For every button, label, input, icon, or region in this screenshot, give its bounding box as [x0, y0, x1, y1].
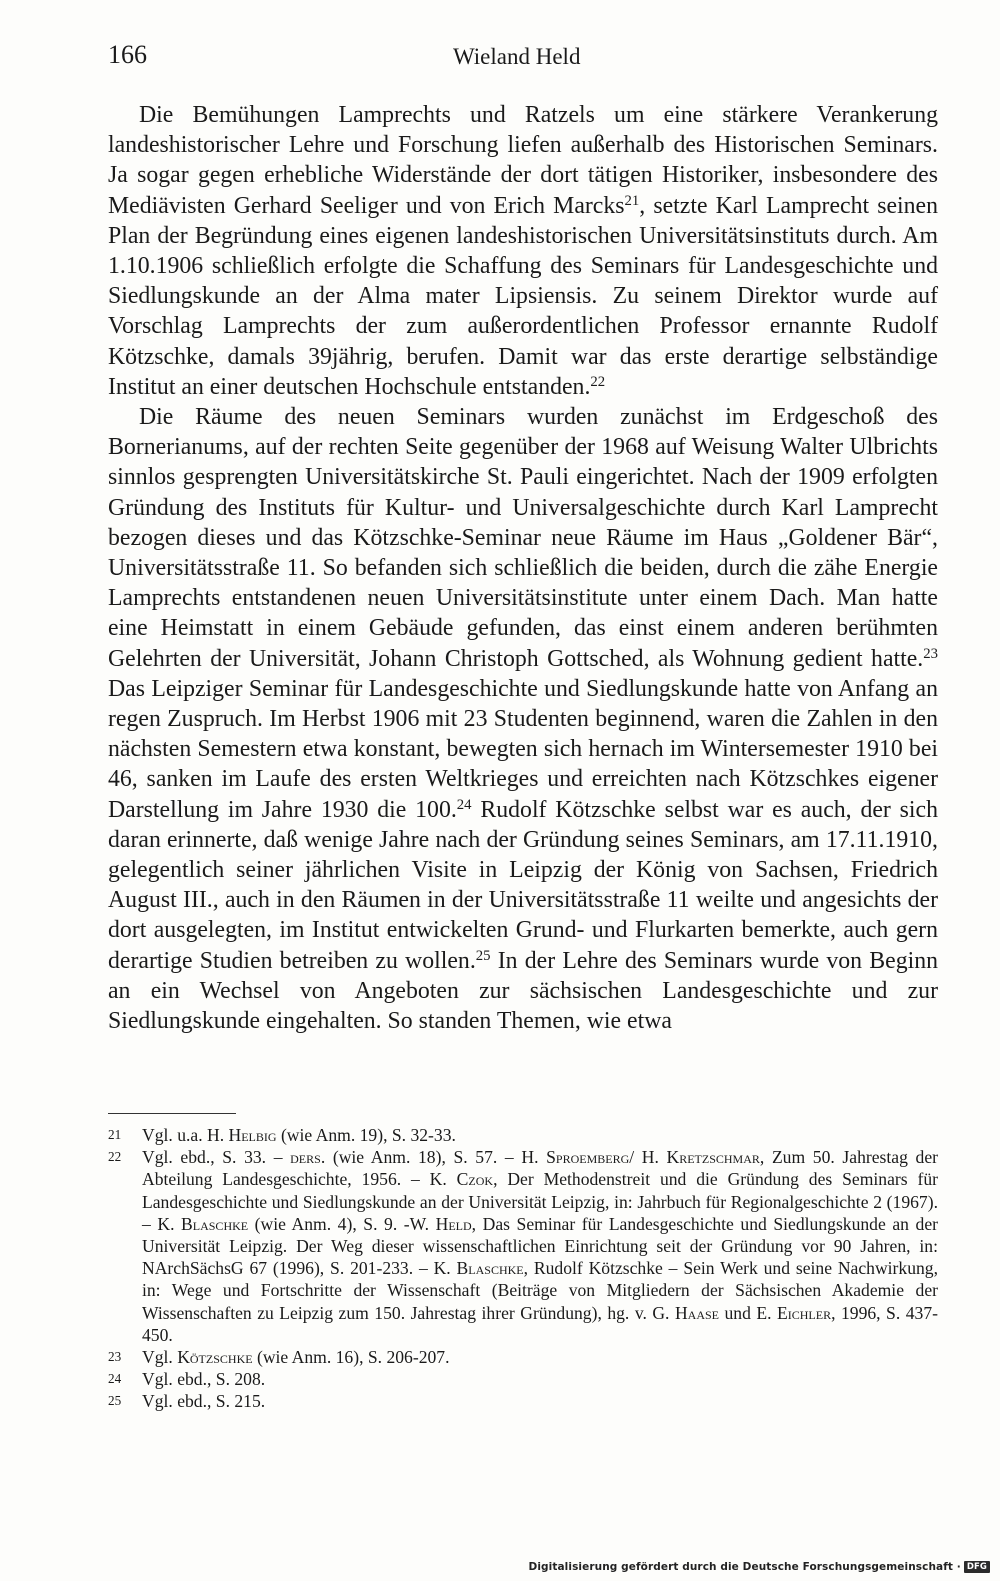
- paragraph-2: Die Räume des neuen Seminars wurden zunächst im Erdgeschoß des Bornerianums, auf der rechten Seite gegenüber der 1968 auf Weisung Walter Ulbrichts sinnlos gesprengten Universitätskirche St. Pauli eingerichtet. Nach der 1909 erfolgten Gründung des Instituts für Kultur- und Universalgeschichte durch Karl Lamprecht bezogen dieses und das Kötzschke-Seminar neue Räume im Haus „Goldener Bär“, Universitätsstraße 11. So befanden sich schließlich die beiden, durch die zähe Energie Lamprechts entstandenen neuen Universitätsinstitute unter einem Dach. Man hatte eine Heimstatt in einem Gebäude gefunden, das einst einem anderen berühmten Gelehrten der Universität, Johann Christoph Gottsched, als Wohnung gedient hatte.$^{23}$ Das Leipziger Seminar für Landesgeschichte und Siedlungskunde hatte von Anfang an regen Zuspruch. Im Herbst 1906 mit 23 Studenten beginnend, waren die Zahlen in den nächsten Semestern etwa konstant, bewegten sich hernach im Wintersemester 1910 bei 46, sanken im Laufe des ersten Weltkrieges und erreichten nach Kötzschkes eigener Darstellung im Jahre 1930 die 100.24 Rudolf Kötzschke selbst war es auch, der sich daran erinnerte, daß wenige Jahre nach der Gründung seines Seminars, am 17.11.1910, gelegentlich seiner jährlichen Visite in Leipzig der König von Sachsen, Friedrich August III., auch in den Räumen in der Universitätsstraße 11 weilte und angesichts der dort ausgelegten, im Institut entwickelten Grund- und Flurkarten bemerkte, auch gern derartige Studien betreiben zu wollen.$^{25}$ In der Lehre des Seminars wurde von Beginn an ein Wechsel von Angeboten zur sächsischen Landesgeschichte und zur Siedlungskunde eingehalten. So standen Themen, wie etwa: [108, 404, 938, 1035]
- dfg-logo-icon: DFG: [964, 1561, 990, 1573]
- footnote-21: 21 Vgl. u.a. H. Helbig (wie Anm. 19), S. 32-33.: [108, 1125, 456, 1145]
- page-number: 166: [108, 40, 147, 69]
- footnotes: [108, 1124, 938, 1413]
- footnote-22: 22 Vgl. ebd., S. 33. – ders. (wie Anm. 18), S. 57. – H. Sproemberg/ H. Kretzschmar, Zum 50. Jahrestag der Abteilung Landesgeschichte, 1956. – K. Czok, Der Methodenstreit und die Gründung des Seminars für Landesgeschichte und Siedlungskunde an der Universität Leipzig, in: Jahrbuch für Regionalgeschichte 2 (1967). – K. Blaschke (wie Anm. 4), S. 9. -W. Held, Das Seminar für Landesgeschichte und Siedlungskunde an der Universität Leipzig. Der Weg dieser wissenschaftlichen Einrichtung seit der Gründung vor 90 Jahren, in: NArchSächsG 67 (1996), S. 201-233. – K. Blaschke, Rudolf Kötzschke – Sein Werk und seine Nachwirkung, in: Wege und Fortschritte der Wissenschaft (Beiträge von Mitgliedern der Sächsischen Akademie der Wissenschaften zu Leipzig zum 150. Jahrestag ihrer Gründung), hg. v. G. Haase und E. Eichler, 1996, S. 437-450.: [108, 1147, 939, 1345]
- footnote-number: 22: [108, 1149, 122, 1165]
- footnote-ref-25[interactable]: 25: [475, 947, 491, 964]
- footnote-divider: [108, 1113, 236, 1114]
- credit-text: Digitalisierung gefördert durch die Deutsche Forschungsgemeinschaft ·: [528, 1561, 961, 1573]
- footnote-number: 21: [108, 1127, 122, 1142]
- footnote-number: 25: [108, 1393, 122, 1409]
- footnote-number: 23: [108, 1349, 122, 1365]
- footnote-ref-22[interactable]: 22: [590, 373, 606, 390]
- page-header: [108, 40, 938, 74]
- digitization-credit: [529, 1561, 990, 1573]
- footnote-ref-23[interactable]: 23: [923, 645, 938, 662]
- footnote-25: 25 Vgl. ebd., S. 215.: [108, 1391, 266, 1412]
- footnote-23: 23 Vgl. Kötzschke (wie Anm. 16), S. 206-207.: [108, 1347, 450, 1368]
- footnote-ref-24[interactable]: 24: [456, 796, 472, 813]
- running-head: Wieland Held: [453, 44, 581, 69]
- footnote-number: 24: [108, 1371, 122, 1387]
- paragraph-1: Die Bemühungen Lamprechts und Ratzels um eine stärkere Verankerung landeshistorischer Lehre und Forschung liefen außerhalb des Historischen Seminars. Ja sogar gegen erhebliche Widerstände der dort tätigen Historiker, insbesondere des Mediävisten Gerhard Seeliger und von Erich Marcks$^{21}$, setzte Karl Lamprecht seinen Plan der Begründung eines eigenen landeshistorischen Universitätsinstituts durch. Am 1.10.1906 schließlich erfolgte die Schaffung des Seminars für Landesgeschichte und Siedlungskunde an der Alma mater Lipsiensis. Zu seinem Direktor wurde auf Vorschlag Lamprechts der zum außerordentlichen Professor ernannte Rudolf Kötzschke, damals 39jährig, berufen. Damit war das erste derartige selbständige Institut an einer deutschen Hochschule entstanden.$^{22}$: [108, 102, 938, 400]
- body-text: [108, 100, 938, 1036]
- footnote-24: 24 Vgl. ebd., S. 208.: [108, 1369, 266, 1390]
- footnote-ref-21[interactable]: 21: [624, 192, 640, 209]
